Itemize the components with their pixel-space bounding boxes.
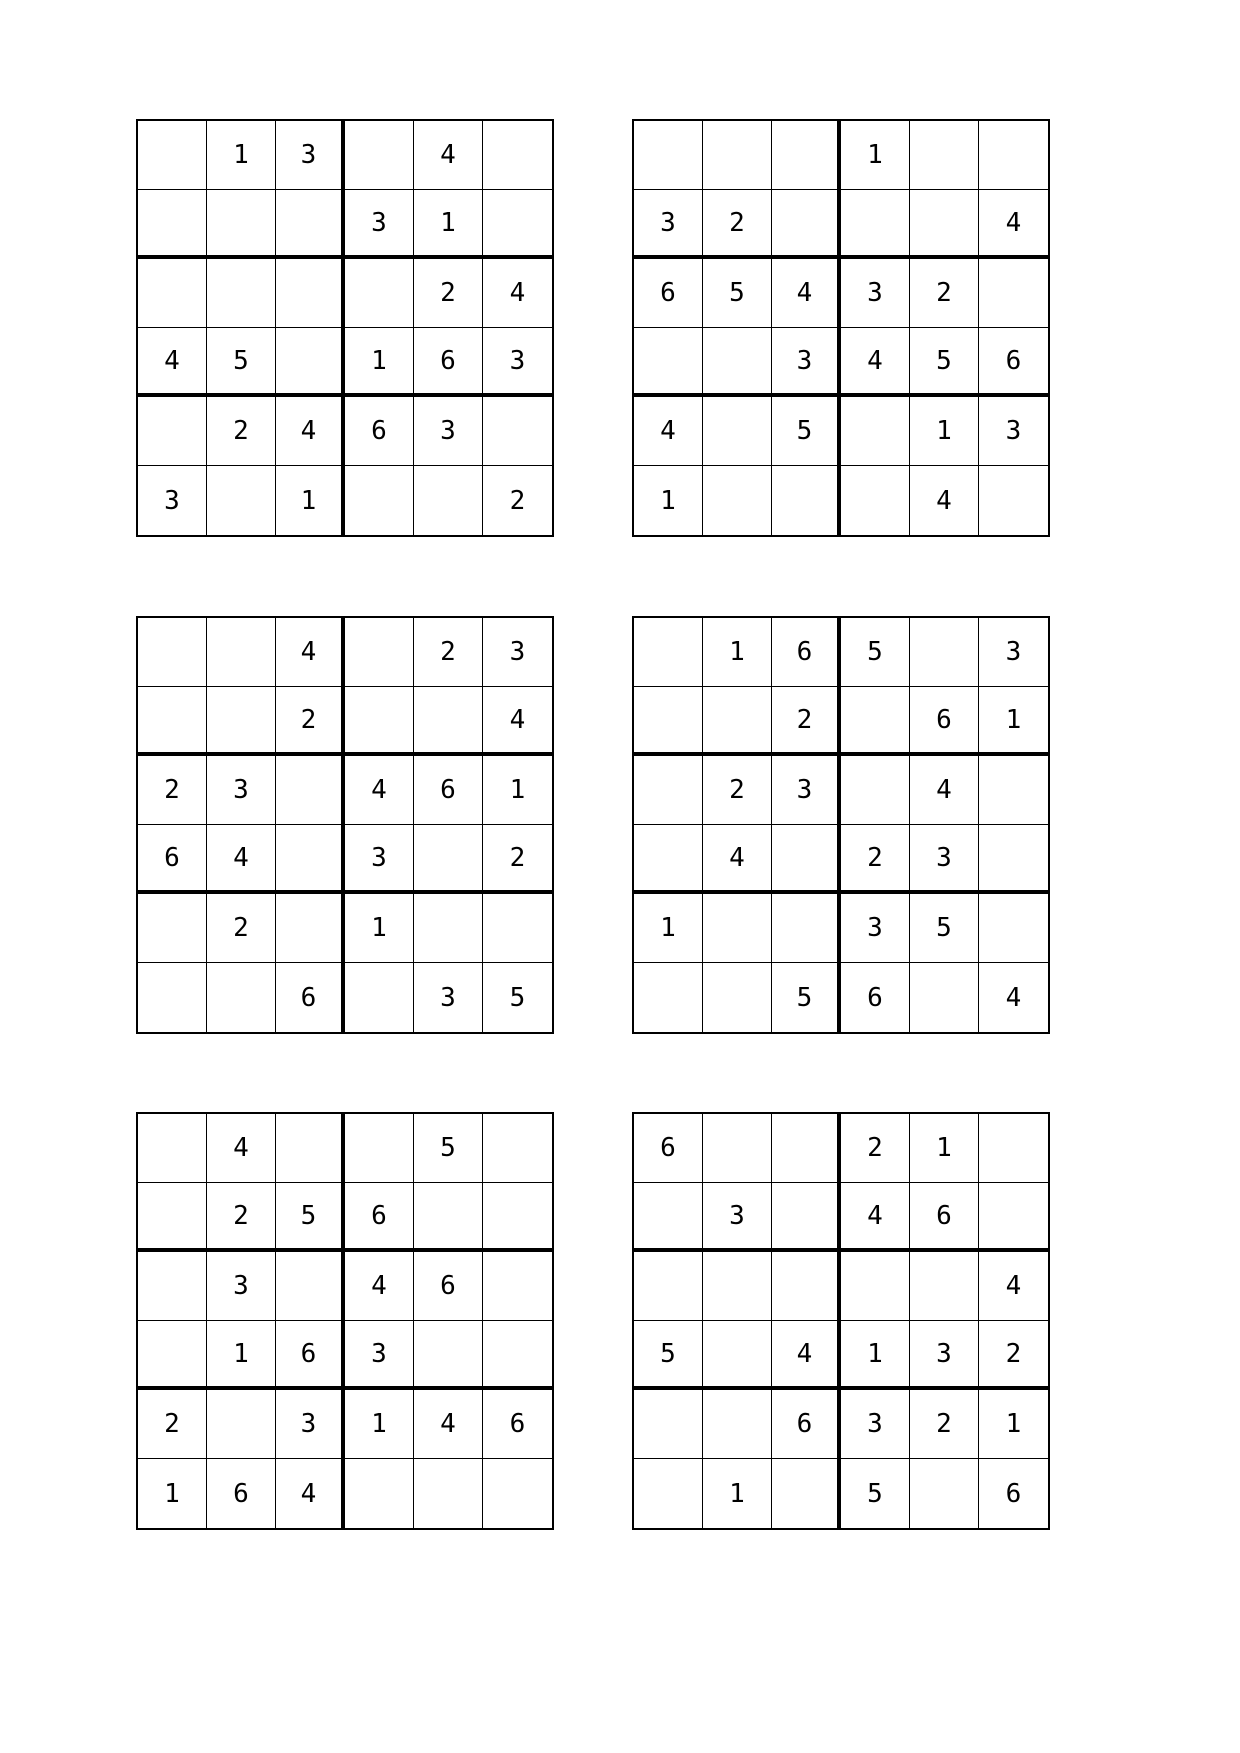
sudoku-cell[interactable]: 1	[979, 687, 1048, 756]
sudoku-cell[interactable]	[634, 328, 703, 397]
sudoku-cell[interactable]: 4	[483, 259, 552, 328]
sudoku-cell[interactable]	[138, 1183, 207, 1252]
sudoku-cell[interactable]	[634, 121, 703, 190]
sudoku-cell[interactable]: 1	[207, 1321, 276, 1390]
sudoku-cell[interactable]	[910, 1459, 979, 1528]
sudoku-cell[interactable]: 4	[345, 1252, 414, 1321]
sudoku-cell[interactable]: 4	[276, 1459, 345, 1528]
sudoku-cell[interactable]: 6	[841, 963, 910, 1032]
sudoku-cell[interactable]: 6	[345, 1183, 414, 1252]
sudoku-cell[interactable]	[345, 259, 414, 328]
sudoku-cell[interactable]	[207, 190, 276, 259]
sudoku-cell[interactable]: 6	[910, 687, 979, 756]
sudoku-cell[interactable]	[483, 121, 552, 190]
sudoku-cell[interactable]	[207, 259, 276, 328]
sudoku-cell[interactable]: 4	[207, 1114, 276, 1183]
sudoku-cell[interactable]: 1	[345, 1390, 414, 1459]
sudoku-cell[interactable]: 5	[841, 618, 910, 687]
sudoku-cell[interactable]	[345, 1459, 414, 1528]
sudoku-cell[interactable]	[483, 1252, 552, 1321]
sudoku-cell[interactable]	[207, 1390, 276, 1459]
sudoku-cell[interactable]: 2	[138, 1390, 207, 1459]
sudoku-cell[interactable]	[703, 1321, 772, 1390]
sudoku-cell[interactable]: 5	[207, 328, 276, 397]
sudoku-cell[interactable]	[772, 825, 841, 894]
sudoku-cell[interactable]: 2	[207, 894, 276, 963]
sudoku-cell[interactable]: 4	[1005, 982, 1022, 1013]
sudoku-cell[interactable]: 2	[703, 190, 772, 259]
sudoku-cell[interactable]	[414, 894, 483, 963]
sudoku-cell[interactable]: 6	[207, 1459, 276, 1528]
sudoku-cell[interactable]: 2	[509, 485, 526, 516]
sudoku-cell[interactable]	[979, 894, 1048, 963]
sudoku-cell[interactable]	[207, 618, 276, 687]
puzzle-grid-4	[632, 616, 1050, 1034]
sudoku-cell[interactable]: 2	[841, 1114, 910, 1183]
sudoku-cell[interactable]: 1	[910, 397, 979, 466]
sudoku-cell[interactable]	[138, 190, 207, 259]
sudoku-cell[interactable]: 2	[703, 756, 772, 825]
sudoku-cell[interactable]	[703, 328, 772, 397]
sudoku-cell[interactable]	[772, 1252, 841, 1321]
sudoku-cell[interactable]	[276, 1252, 345, 1321]
sudoku-cell[interactable]: 1	[841, 1321, 910, 1390]
sudoku-cell[interactable]: 1	[345, 328, 414, 397]
sudoku-cell[interactable]: 1	[841, 121, 910, 190]
sudoku-cell[interactable]	[138, 397, 207, 466]
sudoku-cell[interactable]	[634, 1183, 703, 1252]
sudoku-cell[interactable]: 1	[483, 756, 552, 825]
sudoku-cell[interactable]	[703, 963, 772, 1032]
sudoku-cell[interactable]: 1	[207, 121, 276, 190]
sudoku-cell[interactable]: 4	[414, 1390, 483, 1459]
sudoku-cell[interactable]: 2	[483, 825, 552, 894]
sudoku-cell[interactable]: 3	[345, 1321, 414, 1390]
sudoku-cell[interactable]	[138, 894, 207, 963]
sudoku-cell[interactable]	[841, 466, 910, 535]
sudoku-cell[interactable]: 4	[414, 121, 483, 190]
sudoku-cell[interactable]: 2	[910, 259, 979, 328]
sudoku-cell[interactable]	[414, 1321, 483, 1390]
sudoku-cell[interactable]	[910, 121, 979, 190]
sudoku-cell[interactable]: 3	[772, 328, 841, 397]
sudoku-cell[interactable]: 1	[634, 894, 703, 963]
sudoku-cell[interactable]: 3	[841, 259, 910, 328]
sudoku-cell[interactable]	[138, 259, 207, 328]
sudoku-cell[interactable]	[138, 618, 207, 687]
sudoku-cell[interactable]	[634, 1252, 703, 1321]
sudoku-cell[interactable]: 5	[910, 328, 979, 397]
sudoku-cell[interactable]: 1	[703, 1459, 772, 1528]
sudoku-cell[interactable]: 3	[483, 618, 552, 687]
sudoku-cell[interactable]: 3	[634, 190, 703, 259]
sudoku-cell[interactable]: 4	[276, 397, 345, 466]
sudoku-cell[interactable]: 5	[276, 1183, 345, 1252]
sudoku-cell[interactable]: 6	[634, 1114, 703, 1183]
sudoku-cell[interactable]	[772, 190, 841, 259]
sudoku-cell[interactable]	[772, 1114, 841, 1183]
sudoku-cell[interactable]: 4	[979, 190, 1048, 259]
sudoku-cell[interactable]	[772, 1459, 841, 1528]
sudoku-cell[interactable]	[483, 1321, 552, 1390]
sudoku-cell[interactable]	[772, 466, 841, 535]
sudoku-cell[interactable]	[634, 825, 703, 894]
sudoku-cell[interactable]: 1	[910, 1114, 979, 1183]
sudoku-cell[interactable]: 1	[414, 190, 483, 259]
sudoku-cell[interactable]: 2	[276, 687, 345, 756]
sudoku-cell[interactable]	[910, 190, 979, 259]
sudoku-cell[interactable]	[207, 466, 276, 535]
sudoku-cell[interactable]	[703, 121, 772, 190]
sudoku-cell[interactable]: 2	[979, 1321, 1048, 1390]
sudoku-cell[interactable]: 3	[703, 1183, 772, 1252]
sudoku-cell[interactable]: 6	[483, 1390, 552, 1459]
sudoku-cell[interactable]: 6	[772, 618, 841, 687]
sudoku-cell[interactable]	[979, 121, 1048, 190]
sudoku-cell[interactable]: 4	[772, 1321, 841, 1390]
sudoku-cell[interactable]	[634, 756, 703, 825]
sudoku-cell[interactable]: 2	[414, 618, 483, 687]
sudoku-cell[interactable]: 5	[634, 1321, 703, 1390]
sudoku-cell[interactable]	[276, 259, 345, 328]
puzzle-grid-3	[136, 616, 554, 1034]
sudoku-cell[interactable]: 6	[345, 397, 414, 466]
puzzle-grid-2	[632, 119, 1050, 537]
sudoku-cell[interactable]	[841, 1252, 910, 1321]
sudoku-cell[interactable]: 6	[276, 963, 345, 1032]
sudoku-cell[interactable]: 6	[979, 328, 1048, 397]
sudoku-cell[interactable]	[979, 466, 1048, 535]
sudoku-cell[interactable]	[841, 397, 910, 466]
sudoku-cell[interactable]	[979, 1114, 1048, 1183]
sudoku-cell[interactable]	[483, 1114, 552, 1183]
sudoku-cell[interactable]: 3	[910, 825, 979, 894]
sudoku-cell[interactable]	[772, 894, 841, 963]
sudoku-cell[interactable]: 4	[276, 618, 345, 687]
sudoku-cell[interactable]	[276, 328, 345, 397]
sudoku-cell[interactable]	[345, 687, 414, 756]
sudoku-cell[interactable]: 6	[772, 1390, 841, 1459]
sudoku-cell[interactable]	[483, 190, 552, 259]
sudoku-cell[interactable]	[483, 1459, 552, 1528]
sudoku-cell[interactable]: 4	[772, 259, 841, 328]
sudoku-cell[interactable]: 4	[910, 756, 979, 825]
sudoku-cell[interactable]: 4	[910, 466, 979, 535]
sudoku-cell[interactable]: 6	[276, 1321, 345, 1390]
sudoku-cell[interactable]	[138, 687, 207, 756]
sudoku-cell[interactable]: 3	[979, 618, 1048, 687]
sudoku-cell[interactable]	[772, 1183, 841, 1252]
sudoku-cell[interactable]: 1	[345, 894, 414, 963]
sudoku-cell[interactable]	[276, 756, 345, 825]
sudoku-cell[interactable]	[207, 963, 276, 1032]
sudoku-cell[interactable]	[483, 894, 552, 963]
sudoku-cell[interactable]: 3	[414, 963, 483, 1032]
sudoku-cell[interactable]: 4	[841, 328, 910, 397]
sudoku-cell[interactable]: 2	[772, 687, 841, 756]
sudoku-cell[interactable]	[979, 1183, 1048, 1252]
sudoku-cell[interactable]	[703, 1114, 772, 1183]
sudoku-cell[interactable]: 5	[841, 1459, 910, 1528]
sudoku-cell[interactable]	[414, 1459, 483, 1528]
sudoku-cell[interactable]	[345, 618, 414, 687]
sudoku-cell[interactable]: 3	[276, 1390, 345, 1459]
sudoku-cell[interactable]	[276, 1114, 345, 1183]
sudoku-cell[interactable]	[414, 825, 483, 894]
sudoku-cell[interactable]	[703, 1252, 772, 1321]
sudoku-cell[interactable]	[138, 1114, 207, 1183]
sudoku-cell[interactable]: 4	[207, 825, 276, 894]
sudoku-cell[interactable]: 6	[414, 328, 483, 397]
sudoku-cell[interactable]: 2	[414, 259, 483, 328]
sudoku-cell[interactable]	[841, 190, 910, 259]
sudoku-cell[interactable]: 1	[276, 466, 345, 535]
sudoku-cell[interactable]	[910, 1252, 979, 1321]
sudoku-cell[interactable]	[483, 1183, 552, 1252]
sudoku-cell[interactable]: 4	[483, 687, 552, 756]
sudoku-cell[interactable]	[634, 687, 703, 756]
sudoku-cell[interactable]: 4	[703, 825, 772, 894]
sudoku-cell[interactable]: 6	[138, 825, 207, 894]
sudoku-cell[interactable]: 2	[138, 756, 207, 825]
sudoku-cell[interactable]	[138, 963, 207, 1032]
sudoku-cell[interactable]	[703, 894, 772, 963]
sudoku-cell[interactable]	[207, 687, 276, 756]
sudoku-cell[interactable]: 3	[841, 894, 910, 963]
sudoku-cell[interactable]	[345, 466, 414, 535]
sudoku-cell[interactable]	[979, 756, 1048, 825]
sudoku-cell[interactable]	[483, 397, 552, 466]
sudoku-cell[interactable]	[414, 687, 483, 756]
sudoku-cell[interactable]: 6	[910, 1183, 979, 1252]
sudoku-cell[interactable]: 3	[207, 756, 276, 825]
sudoku-cell[interactable]: 6	[1005, 1478, 1022, 1509]
sudoku-cell[interactable]: 6	[634, 259, 703, 328]
sudoku-cell[interactable]	[138, 121, 207, 190]
sudoku-cell[interactable]: 5	[703, 259, 772, 328]
sudoku-cell[interactable]: 5	[772, 397, 841, 466]
sudoku-cell[interactable]: 5	[509, 982, 526, 1013]
sudoku-cell[interactable]: 4	[841, 1183, 910, 1252]
sudoku-cell[interactable]: 3	[483, 328, 552, 397]
sudoku-cell[interactable]	[634, 963, 703, 1032]
sudoku-cell[interactable]	[345, 1114, 414, 1183]
sudoku-cell[interactable]: 3	[276, 121, 345, 190]
sudoku-cell[interactable]: 3	[841, 1390, 910, 1459]
sudoku-cell[interactable]	[841, 756, 910, 825]
sudoku-cell[interactable]	[979, 825, 1048, 894]
sudoku-cell[interactable]	[634, 1459, 703, 1528]
sudoku-cell[interactable]	[703, 397, 772, 466]
sudoku-cell[interactable]	[634, 618, 703, 687]
sudoku-cell[interactable]: 2	[207, 1183, 276, 1252]
sudoku-cell[interactable]: 1	[703, 618, 772, 687]
sudoku-cell[interactable]: 3	[979, 397, 1048, 466]
sudoku-cell[interactable]: 6	[414, 1252, 483, 1321]
sudoku-cell[interactable]	[979, 259, 1048, 328]
sudoku-cell[interactable]: 4	[138, 328, 207, 397]
sudoku-cell[interactable]	[276, 894, 345, 963]
sudoku-cell[interactable]	[138, 1321, 207, 1390]
sudoku-cell[interactable]	[910, 618, 979, 687]
sudoku-cell[interactable]: 2	[910, 1390, 979, 1459]
sudoku-cell[interactable]	[345, 963, 414, 1032]
sudoku-cell[interactable]: 4	[979, 1252, 1048, 1321]
sudoku-cell[interactable]	[703, 1390, 772, 1459]
sudoku-cell[interactable]: 4	[345, 756, 414, 825]
sudoku-cell[interactable]: 3	[345, 190, 414, 259]
sudoku-cell[interactable]	[703, 687, 772, 756]
sudoku-cell[interactable]: 2	[841, 825, 910, 894]
sudoku-cell[interactable]: 1	[634, 466, 703, 535]
sudoku-cell[interactable]	[634, 1390, 703, 1459]
sudoku-cell[interactable]	[910, 963, 979, 1032]
sudoku-cell[interactable]	[414, 1183, 483, 1252]
sudoku-cell[interactable]	[138, 1252, 207, 1321]
sudoku-cell[interactable]: 1	[138, 1459, 207, 1528]
sudoku-cell[interactable]	[276, 825, 345, 894]
sudoku-cell[interactable]	[703, 466, 772, 535]
sudoku-cell[interactable]	[841, 687, 910, 756]
sudoku-cell[interactable]: 2	[207, 397, 276, 466]
sudoku-cell[interactable]: 3	[414, 397, 483, 466]
puzzle-grid-1	[136, 119, 554, 537]
sudoku-cell[interactable]: 5	[910, 894, 979, 963]
puzzle-grid-6	[632, 1112, 1050, 1530]
sudoku-cell[interactable]	[772, 121, 841, 190]
sudoku-cell[interactable]: 1	[979, 1390, 1048, 1459]
sudoku-cell[interactable]	[345, 121, 414, 190]
sudoku-cell[interactable]	[276, 190, 345, 259]
sudoku-cell[interactable]: 3	[910, 1321, 979, 1390]
sudoku-cell[interactable]: 4	[634, 397, 703, 466]
sudoku-cell[interactable]	[414, 466, 483, 535]
sudoku-cell[interactable]: 5	[414, 1114, 483, 1183]
sudoku-cell[interactable]: 3	[138, 466, 207, 535]
puzzle-grid-5	[136, 1112, 554, 1530]
sudoku-cell[interactable]: 5	[772, 963, 841, 1032]
sudoku-cell[interactable]: 3	[207, 1252, 276, 1321]
sudoku-cell[interactable]: 3	[772, 756, 841, 825]
sudoku-cell[interactable]: 6	[414, 756, 483, 825]
sudoku-cell[interactable]: 3	[345, 825, 414, 894]
